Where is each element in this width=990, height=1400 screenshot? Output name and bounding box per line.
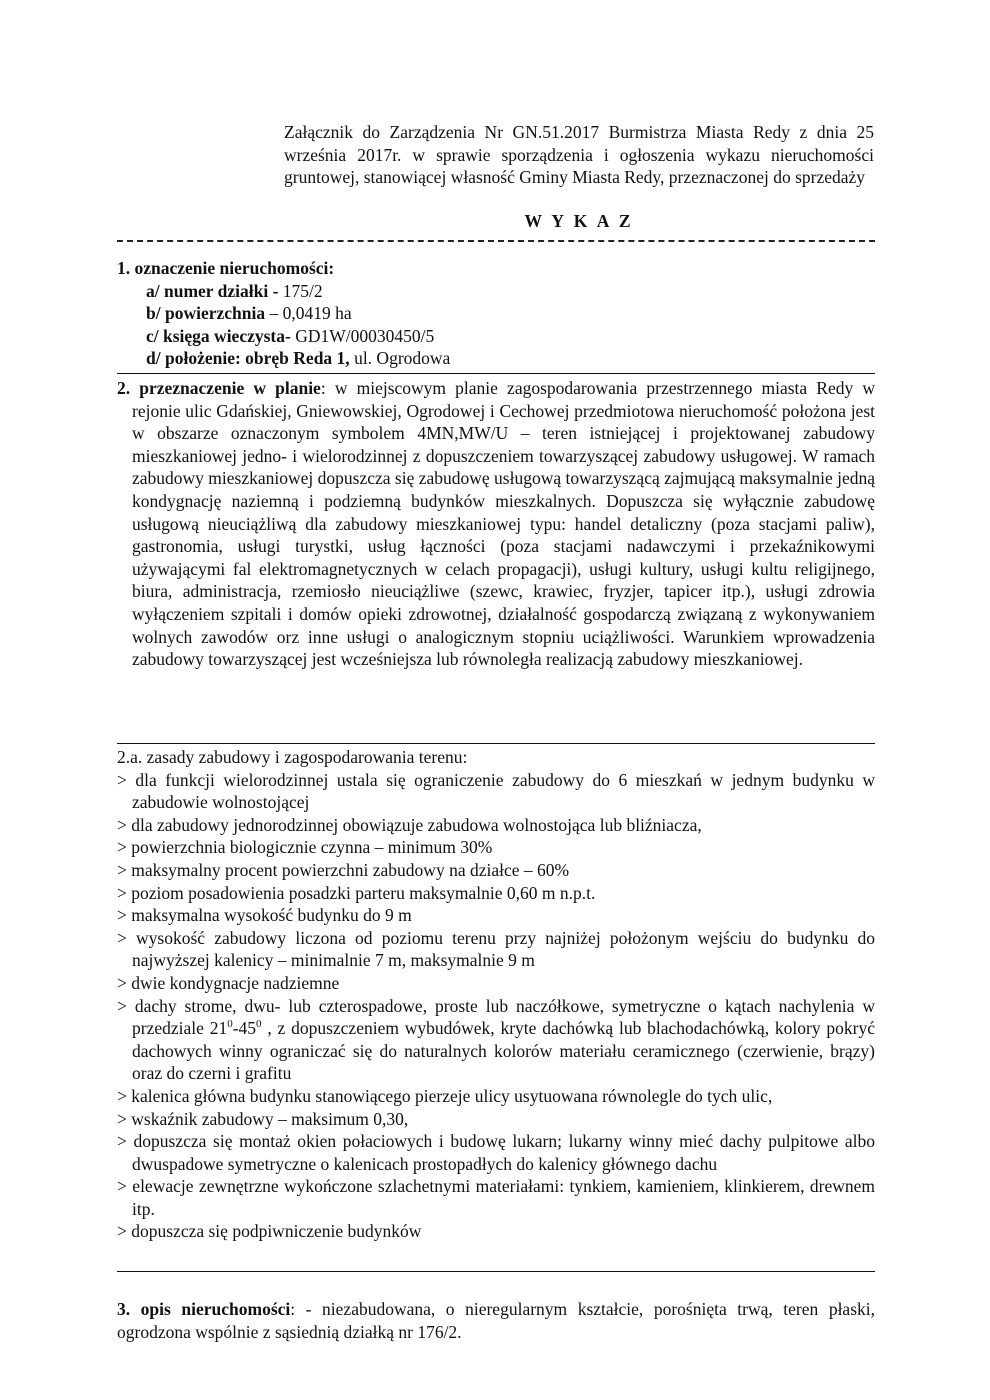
rule-item-roof: > dachy strome, dwu- lub czterospadowe, proste lub naczółkowe, symetryczne o kątach nachylenia w przedziale $21^0-45^0$ , z dopuszczeniem wybudówek, kryte dachówką lub blachodachówką, kolory pokryć dachowych winny ograniczać się do naturalnych kolorów materiału ceramicznego (czerwienie, brązy) oraz do czerni i grafitu	[117, 995, 876, 1084]
rule-item: > kalenica główna budynku stanowiącego pierzeje ulicy usytuowana równolegle do tych ulic,	[117, 1085, 773, 1106]
dashed-divider	[117, 240, 875, 250]
location-row: d/ położenie: obręb Reda 1, ul. Ogrodowa	[146, 348, 451, 369]
section-property-designation	[117, 257, 875, 370]
rule-item: > wskaźnik zabudowy – maksimum 0,30,	[117, 1108, 409, 1129]
rule-item: > dla zabudowy jednorodzinnej obowiązuje zabudowa wolnostojąca lub bliźniacza,	[117, 814, 702, 835]
document-title: W Y K A Z	[524, 211, 634, 231]
rule-item: > poziom posadowienia posadzki parteru maksymalnie 0,60 m n.p.t.	[117, 882, 596, 903]
area-row: b/ powierzchnia – 0,0419 ha	[146, 303, 352, 324]
rule-item: > dopuszcza się podpiwniczenie budynków	[117, 1221, 422, 1242]
rule-item: > elewacje zewnętrzne wykończone szlachetnymi materiałami: tynkiem, kamieniem, klinkierem, drewnem itp.	[117, 1176, 875, 1219]
rule-item: > dwie kondygnacje nadziemne	[117, 972, 340, 993]
rule-item: > dopuszcza się montaż okien połaciowych i budowę lukarn; lukarny winny mieć dachy pulpitowe albo dwuspadowe symetryczne o kalenicach prostopadłych do kalenicy głównego dachu	[117, 1131, 875, 1174]
rule-item: > powierzchnia biologicznie czynna – minimum 30%	[117, 837, 493, 858]
rule-item: > wysokość zabudowy liczona od poziomu terenu przy najniżej położonym wejściu do budynku do najwyższej kalenicy – minimalnie 7 m, maksymalnie 9 m	[117, 927, 875, 971]
parcel-number-row: a/ numer działki - 175/2	[146, 280, 323, 301]
section-plan-purpose	[117, 377, 875, 671]
section-divider-3	[117, 1271, 875, 1272]
attachment-header	[284, 121, 874, 189]
header-text: Załącznik do Zarządzenia Nr GN.51.2017 Burmistrza Miasta Redy z dnia 25 września 2017r. w sprawie sporządzenia i ogłoszenia wykazu nieruchomości gruntowej, stanowiącej własność Gminy Miasta Redy, przeznaczonej do sprzedaży	[284, 122, 874, 188]
section-development-rules	[117, 746, 875, 1243]
section-divider-2	[117, 743, 875, 744]
land-register-row: c/ księga wieczysta- GD1W/00030450/5	[146, 325, 435, 346]
section-property-description	[117, 1298, 875, 1343]
section1-heading: 1. oznaczenie nieruchomości:	[117, 258, 335, 278]
rule-item: > dla funkcji wielorodzinnej ustala się ograniczenie zabudowy do 6 mieszkań w jednym budynku w zabudowie wolnostojącej	[117, 769, 875, 813]
rule-item: > maksymalna wysokość budynku do 9 m	[117, 905, 412, 926]
section-divider-1	[117, 373, 875, 374]
plan-purpose-paragraph: 2. przeznaczenie w planie: w miejscowym planie zagospodarowania przestrzennego miasta Redy w rejonie ulic Gdańskiej, Gniewowskiej, Ogrodowej i Cechowej przedmiotowa nieruchomość położona jest w obszarze oznaczonym symbolem 4MN,MW/U – teren istniejącej i projektowanej zabudowy mieszkaniowej jedno- i wielorodzinnej z dopuszczeniem towarzyszącej zabudowy usługowej. W ramach zabudowy mieszkaniowej dopuszcza się zabudowę usługową towarzyszącą zajmującą maksymalnie jedną kondygnację naziemną i podziemną budynków mieszkalnych. Dopuszcza się wyłącznie zabudowę usługową nieuciążliwą dla zabudowy mieszkaniowej typu: handel detaliczny (poza stacjami paliw), gastronomia, usługi turystki, usług łączności (poza stacjami nadawczymi i przekaźnikowymi używającymi fal elektromagnetycznych w celach propagacji), usługi kultury, usługi kultu religijnego, biura, administracja, rzemiosło nieuciążliwe (szewc, krawiec, fryzjer, tapicer itp.), usługi zdrowia wyłączeniem szpitali i domów opieki zdrowotnej, działalność gospodarczą związaną z wykonywaniem wolnych zawodów orz inne usługi o analogicznym stopniu uciążliwości. Warunkiem wprowadzenia zabudowy towarzyszącej jest wcześniejsza lub równoległa realizacją zabudowy mieszkaniowej.	[117, 378, 875, 670]
property-description-paragraph: 3. opis nieruchomości: - niezabudowana, o nieregularnym kształcie, porośnięta trwą, teren płaski, ogrodzona wspólnie z sąsiednią działką nr 176/2.	[117, 1299, 875, 1342]
rule-item: > maksymalny procent powierzchni zabudowy na działce – 60%	[117, 859, 570, 880]
rules-heading: 2.a. zasady zabudowy i zagospodarowania terenu:	[117, 747, 468, 767]
